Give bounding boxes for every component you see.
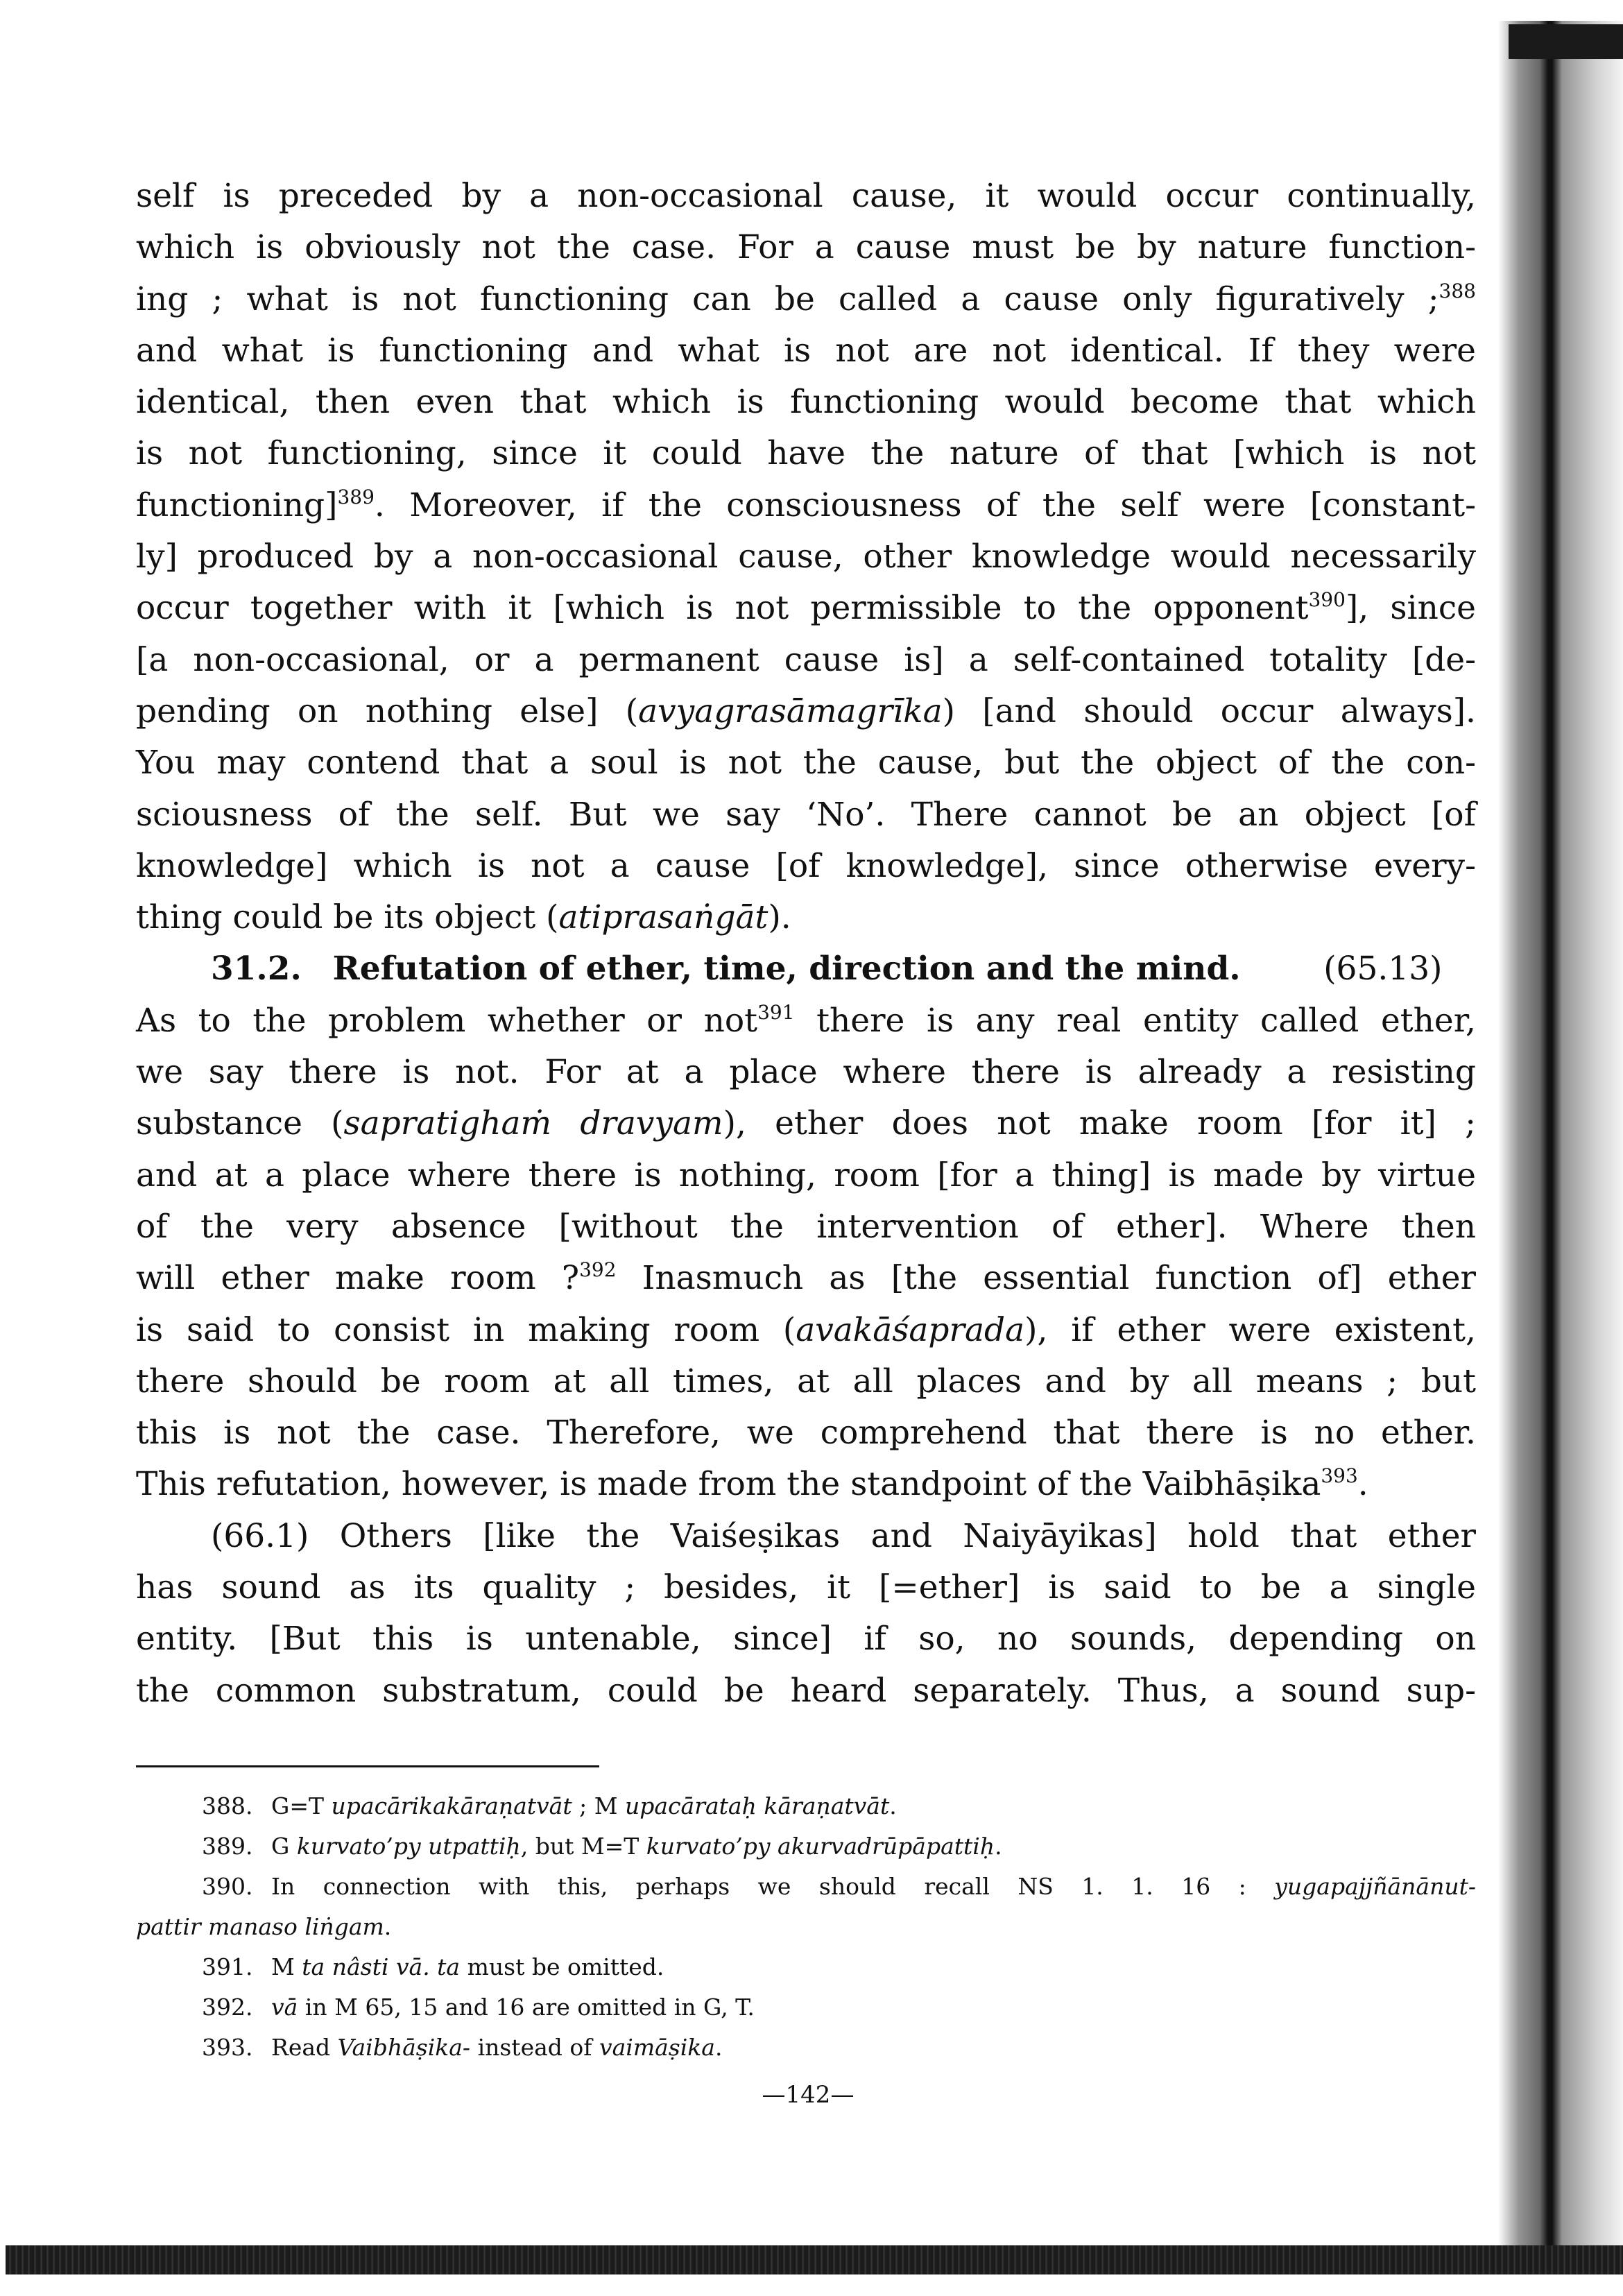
footnote: 390. In connection with this, perhaps we should recall NS 1. 1. 16 : yugapajjñānānut- bbox=[136, 1867, 1476, 1907]
text-line: and what is functioning and what is not are not identical. If they were bbox=[136, 331, 1476, 370]
footnote: 388. G=T upacārikakāraṇatvāt ; M upacārataḥ kāraṇatvāt. bbox=[136, 1786, 1476, 1826]
text-line: is said to consist in making room (avakāśaprada), if ether were existent, bbox=[136, 1310, 1476, 1349]
paragraph-others-ether bbox=[136, 1511, 1476, 1717]
text-line: ly] produced by a non-occasional cause, other knowledge would necessarily bbox=[136, 538, 1476, 576]
text-line: [a non-occasional, or a permanent cause is] a self-contained totality [de- bbox=[136, 640, 1476, 679]
footnotes bbox=[136, 1786, 1476, 2068]
section-number: 31.2. bbox=[211, 950, 302, 988]
text-line: has sound as its quality ; besides, it [=ether] is said to be a single bbox=[136, 1568, 1476, 1607]
text-line: (66.1) Others [like the Vaiśeṣikas and Naiyāyikas] hold that ether bbox=[211, 1516, 1476, 1555]
sanskrit-term: kurvato’py akurvadrūpāpattiḥ bbox=[646, 1833, 995, 1860]
section-heading bbox=[136, 943, 1476, 995]
sanskrit-term: vā bbox=[271, 1994, 298, 2021]
page-number: —142— bbox=[762, 2081, 855, 2109]
sanskrit-term: upacārataḥ kāraṇatvāt bbox=[625, 1792, 890, 1819]
text-line: there should be room at all times, at all places and by all means ; but bbox=[136, 1362, 1476, 1400]
section-ref: (65.13) bbox=[1323, 950, 1443, 988]
text-line: identical, then even that which is functioning would become that which bbox=[136, 383, 1476, 422]
footnote: 391. M ta nâsti vā. ta must be omitted. bbox=[136, 1947, 1476, 1987]
text-line: of the very absence [without the intervention of ether]. Where then bbox=[136, 1207, 1476, 1246]
footnote: 393. Read Vaibhāṣika- instead of vaimāṣika. bbox=[136, 2028, 1476, 2068]
text-line: will ether make room ?$^{392}$ Inasmuch as [the essential function of] ether bbox=[136, 1258, 1476, 1298]
sanskrit-term: pattir manaso liṅgam bbox=[136, 1913, 384, 1940]
footnote-number: 388. bbox=[202, 1792, 253, 1819]
text-line: substance (sapratighaṁ dravyam), ether does not make room [for it] ; bbox=[136, 1104, 1477, 1143]
text-line: ing ; what is not functioning can be called a cause only figuratively ;$^{388}$ bbox=[136, 279, 1476, 318]
text-line: As to the problem whether or not$^{391}$ there is any real entity called ether, bbox=[136, 1000, 1476, 1040]
footnote-ref: 389 bbox=[337, 485, 375, 508]
text-line: is not functioning, since it could have the nature of that [which is not bbox=[136, 434, 1476, 473]
footnote-ref: 393 bbox=[1321, 1464, 1358, 1488]
sanskrit-term: Vaibhāṣika- bbox=[337, 2034, 471, 2061]
text-line: self is preceded by a non-occasional cause, it would occur continually, bbox=[136, 177, 1476, 215]
text-line: entity. [But this is untenable, since] if so, no sounds, depending on bbox=[136, 1620, 1476, 1659]
sanskrit-term: ta nâsti vā. ta bbox=[302, 1953, 461, 1980]
footnote-separator bbox=[136, 1765, 599, 1767]
paragraph-self-consciousness bbox=[136, 171, 1476, 943]
sanskrit-term: upacārikakāraṇatvāt bbox=[331, 1792, 572, 1819]
scan-page-edge-top bbox=[1509, 24, 1623, 59]
scan-bottom-border bbox=[6, 2245, 1623, 2274]
footnote-ref: 390 bbox=[1308, 588, 1346, 612]
text-line: this is not the case. Therefore, we comprehend that there is no ether. bbox=[136, 1414, 1476, 1453]
sanskrit-term: atiprasaṅgāt bbox=[558, 898, 768, 937]
sanskrit-term: sapratighaṁ dravyam bbox=[343, 1104, 723, 1143]
text-line: This refutation, however, is made from the standpoint of the Vaibhāṣika$^{393}$. bbox=[136, 1464, 1368, 1504]
footnote: 389. G kurvato’py utpattiḥ, but M=T kurvato’py akurvadrūpāpattiḥ. bbox=[136, 1826, 1476, 1867]
footnote-number: 389. bbox=[202, 1833, 253, 1860]
sanskrit-term: vaimāṣika bbox=[599, 2034, 715, 2061]
sanskrit-term: yugapajjñānānut- bbox=[1274, 1873, 1476, 1900]
text-line: occur together with it [which is not permissible to the opponent$^{390}$], since bbox=[136, 588, 1476, 628]
text-line: the common substratum, could be heard separately. Thus, a sound sup- bbox=[136, 1671, 1476, 1710]
paragraph-refutation-ether bbox=[136, 995, 1476, 1511]
text-line: pending on nothing else] (avyagrasāmagrīka) [and should occur always]. bbox=[136, 692, 1476, 730]
footnote: 392. vā in M 65, 15 and 16 are omitted in G, T. bbox=[136, 1987, 1476, 2028]
footnote-number: 391. bbox=[202, 1953, 253, 1980]
footnote-ref: 391 bbox=[757, 1000, 795, 1024]
footnote-number: 390. bbox=[202, 1873, 253, 1900]
text-line: knowledge] which is not a cause [of knowledge], since otherwise every- bbox=[136, 846, 1476, 885]
text-line: You may contend that a soul is not the cause, but the object of the con- bbox=[136, 744, 1476, 782]
text-line: thing could be its object (atiprasaṅgāt). bbox=[136, 898, 791, 937]
section-title: Refutation of ether, time, direction and the mind. bbox=[332, 950, 1241, 988]
body-text bbox=[136, 171, 1476, 1717]
text-line: which is obviously not the case. For a cause must be by nature function- bbox=[136, 228, 1476, 267]
sanskrit-term: avakāśaprada bbox=[796, 1310, 1025, 1349]
sanskrit-term: kurvato’py utpattiḥ bbox=[296, 1833, 521, 1860]
sanskrit-term: avyagrasāmagrīka bbox=[638, 692, 943, 730]
footnote-ref: 392 bbox=[579, 1258, 617, 1282]
scan-page-edge-shadow bbox=[1498, 21, 1623, 2261]
footnote-number: 393. bbox=[202, 2034, 253, 2061]
footnote-ref: 388 bbox=[1439, 279, 1476, 302]
text-line: we say there is not. For at a place where there is already a resisting bbox=[136, 1053, 1476, 1092]
text-line: sciousness of the self. But we say ‘No’. There cannot be an object [of bbox=[136, 795, 1476, 834]
footnote-continuation: pattir manaso liṅgam. bbox=[136, 1913, 392, 1940]
text-line: and at a place where there is nothing, room [for a thing] is made by virtue bbox=[136, 1156, 1476, 1194]
footnote-number: 392. bbox=[202, 1994, 253, 2021]
text-line: functioning]$^{389}$. Moreover, if the consciousness of the self were [constant- bbox=[136, 485, 1476, 524]
